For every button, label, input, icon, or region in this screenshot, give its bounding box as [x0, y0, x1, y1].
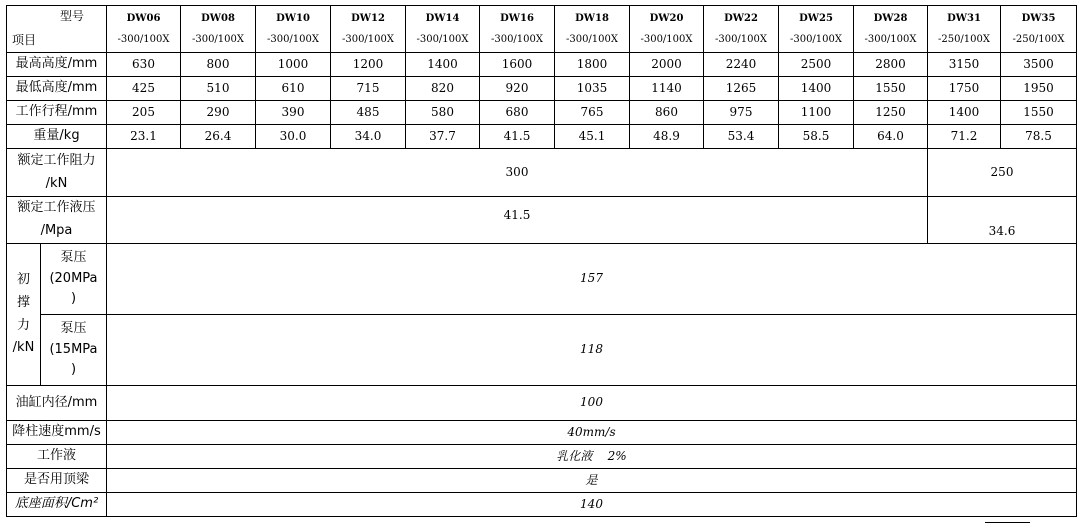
corner-model-label: 型号	[59, 8, 84, 23]
table-cell: 1950	[1001, 77, 1077, 101]
rated-pressure-label: 额定工作液压 /Mpa	[7, 197, 107, 244]
initial-force-row-20	[7, 244, 1077, 315]
table-cell: 2800	[854, 53, 928, 77]
table-cell: 78.5	[1001, 125, 1077, 149]
working-fluid-row	[7, 445, 1077, 469]
table-cell: 34.0	[331, 125, 406, 149]
table-cell: 580	[406, 101, 480, 125]
model-header: DW20 -300/100X	[630, 6, 704, 53]
table-row	[7, 53, 1077, 77]
rated-resistance-value-alt: 250	[928, 149, 1077, 197]
table-cell: 37.7	[406, 125, 480, 149]
table-cell: 1035	[555, 77, 630, 101]
table-cell: 58.5	[779, 125, 854, 149]
row-label: 最低高度/mm	[7, 77, 107, 101]
table-cell: 630	[107, 53, 181, 77]
table-cell: 1400	[779, 77, 854, 101]
pump-pressure-label-20: 泵压 (20MPa )	[41, 244, 107, 315]
table-cell: 860	[630, 101, 704, 125]
model-header: DW31 -250/100X	[928, 6, 1001, 53]
table-cell: 1140	[630, 77, 704, 101]
table-cell: 1400	[406, 53, 480, 77]
table-cell: 1550	[1001, 101, 1077, 125]
row-label: 重量/kg	[7, 125, 107, 149]
table-cell: 1200	[331, 53, 406, 77]
initial-force-value-15: 118	[107, 315, 1077, 386]
row-label: 油缸内径/mm	[7, 386, 107, 421]
model-header: DW25 -300/100X	[779, 6, 854, 53]
model-header: DW28 -300/100X	[854, 6, 928, 53]
table-cell: 820	[406, 77, 480, 101]
model-header: DW18 -300/100X	[555, 6, 630, 53]
header-row	[7, 6, 1077, 53]
rated-pressure-value-alt: 34.6	[928, 197, 1077, 244]
table-cell: 765	[555, 101, 630, 125]
rated-resistance-value: 300	[107, 149, 928, 197]
table-cell: 45.1	[555, 125, 630, 149]
table-cell: 1100	[779, 101, 854, 125]
table-cell: 48.9	[630, 125, 704, 149]
table-cell: 975	[704, 101, 779, 125]
row-label: 工作液	[7, 445, 107, 469]
model-header: DW08 -300/100X	[181, 6, 256, 53]
spec-table	[6, 5, 1077, 517]
table-cell: 30.0	[256, 125, 331, 149]
table-cell: 1600	[480, 53, 555, 77]
table-cell: 1000	[256, 53, 331, 77]
row-label: 是否用顶梁	[7, 469, 107, 493]
model-header: DW35 -250/100X	[1001, 6, 1077, 53]
pump-pressure-label-15: 泵压 (15MPa )	[41, 315, 107, 386]
table-cell: 1550	[854, 77, 928, 101]
table-row	[7, 77, 1077, 101]
table-cell: 1400	[928, 101, 1001, 125]
row-value: 40mm/s	[107, 421, 1077, 445]
table-cell: 715	[331, 77, 406, 101]
row-value: 是	[107, 469, 1077, 493]
model-header: DW12 -300/100X	[331, 6, 406, 53]
table-cell: 290	[181, 101, 256, 125]
row-label: 底座面积/Cm²	[7, 493, 107, 517]
cylinder-bore-row	[7, 386, 1077, 421]
table-cell: 23.1	[107, 125, 181, 149]
table-cell: 425	[107, 77, 181, 101]
table-cell: 680	[480, 101, 555, 125]
model-header: DW22 -300/100X	[704, 6, 779, 53]
table-cell: 41.5	[480, 125, 555, 149]
model-header: DW10 -300/100X	[256, 6, 331, 53]
rated-pressure-row	[7, 197, 1077, 244]
table-cell: 3150	[928, 53, 1001, 77]
rated-resistance-label: 额定工作阻力 /kN	[7, 149, 107, 197]
row-value: 乳化液 2%	[107, 445, 1077, 469]
row-label: 最高高度/mm	[7, 53, 107, 77]
corner-cell	[7, 6, 107, 53]
table-cell: 390	[256, 101, 331, 125]
table-cell: 1265	[704, 77, 779, 101]
row-label: 工作行程/mm	[7, 101, 107, 125]
model-header: DW16 -300/100X	[480, 6, 555, 53]
table-row	[7, 125, 1077, 149]
row-value: 100	[107, 386, 1077, 421]
corner-item-label: 项目	[12, 32, 37, 47]
lowering-speed-row	[7, 421, 1077, 445]
table-cell: 2240	[704, 53, 779, 77]
table-row	[7, 101, 1077, 125]
table-cell: 1750	[928, 77, 1001, 101]
table-cell: 26.4	[181, 125, 256, 149]
table-cell: 205	[107, 101, 181, 125]
rated-pressure-value: 41.5	[107, 197, 928, 244]
base-area-row	[7, 493, 1077, 517]
model-header: DW14 -300/100X	[406, 6, 480, 53]
table-cell: 1800	[555, 53, 630, 77]
table-cell: 71.2	[928, 125, 1001, 149]
table-cell: 64.0	[854, 125, 928, 149]
table-cell: 2000	[630, 53, 704, 77]
table-cell: 1250	[854, 101, 928, 125]
table-cell: 920	[480, 77, 555, 101]
table-cell: 53.4	[704, 125, 779, 149]
initial-force-row-15	[7, 315, 1077, 386]
page-edge-mark	[985, 522, 1030, 523]
model-header: DW06 -300/100X	[107, 6, 181, 53]
table-cell: 800	[181, 53, 256, 77]
row-label: 降柱速度mm/s	[7, 421, 107, 445]
row-value: 140	[107, 493, 1077, 517]
initial-force-label: 初 撑 力 /kN	[7, 244, 41, 386]
table-cell: 510	[181, 77, 256, 101]
table-cell: 3500	[1001, 53, 1077, 77]
table-cell: 610	[256, 77, 331, 101]
initial-force-value-20: 157	[107, 244, 1077, 315]
top-beam-row	[7, 469, 1077, 493]
rated-resistance-row	[7, 149, 1077, 197]
table-cell: 2500	[779, 53, 854, 77]
table-cell: 485	[331, 101, 406, 125]
